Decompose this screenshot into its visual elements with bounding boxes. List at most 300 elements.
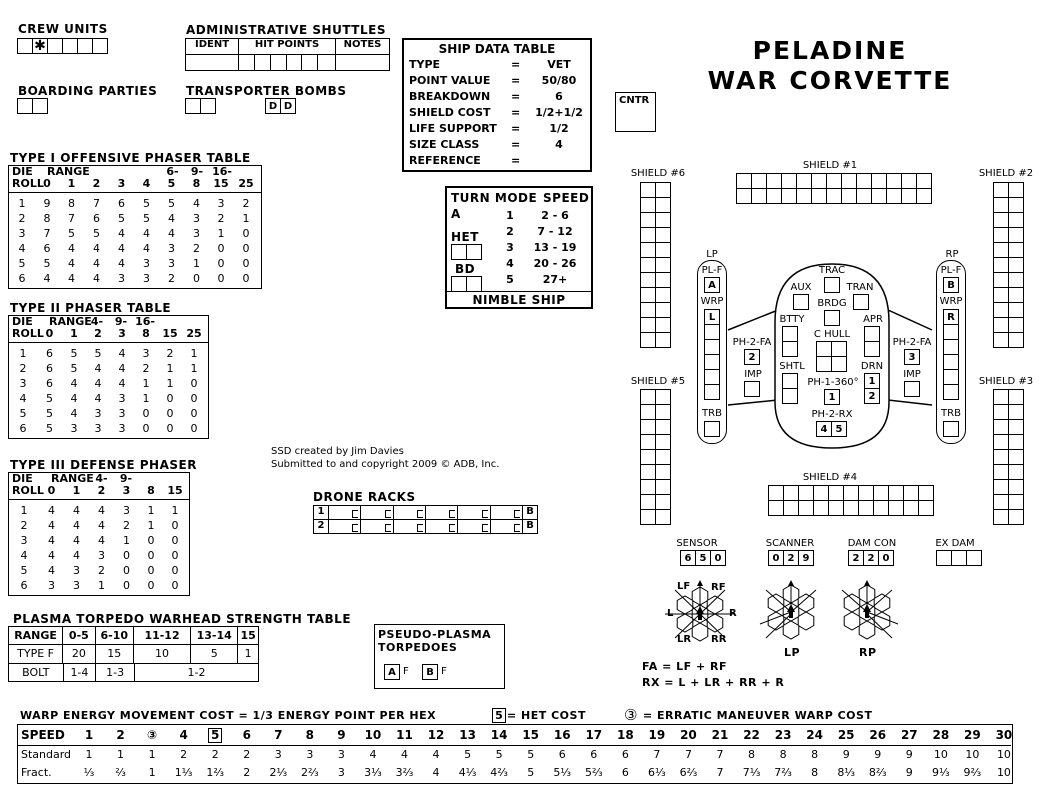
- shield1-box[interactable]: [796, 173, 812, 189]
- shield6-box[interactable]: [640, 332, 656, 348]
- shield1-box[interactable]: [841, 173, 857, 189]
- shield3-box[interactable]: [993, 419, 1009, 435]
- ph1-box[interactable]: 1: [824, 389, 840, 405]
- drone-slot[interactable]: [426, 520, 458, 533]
- damcon-track[interactable]: [848, 550, 893, 565]
- shield3-box[interactable]: [1008, 449, 1024, 465]
- scanner-track[interactable]: [768, 550, 813, 565]
- left-warp-box[interactable]: [704, 384, 720, 400]
- drone-slot[interactable]: [361, 506, 393, 519]
- shield2-box[interactable]: [1008, 182, 1024, 198]
- phaser-header: [9, 473, 189, 500]
- shield4-box[interactable]: [843, 500, 859, 516]
- shield1-box[interactable]: [826, 188, 842, 204]
- shield1-box[interactable]: [871, 188, 887, 204]
- shield1-box[interactable]: [856, 188, 872, 204]
- shield3-box[interactable]: [993, 434, 1009, 450]
- imp-left-box[interactable]: [744, 381, 760, 397]
- boarding-parties-track[interactable]: [17, 98, 47, 113]
- het-box[interactable]: [451, 244, 467, 260]
- shield4-box[interactable]: [798, 500, 814, 516]
- shield5-box[interactable]: [640, 464, 656, 480]
- turn-mode-row: [497, 256, 587, 272]
- shield2-box[interactable]: [1008, 257, 1024, 273]
- hp-cell[interactable]: [239, 55, 255, 70]
- shield6-box[interactable]: [655, 272, 671, 288]
- shield6-box[interactable]: [640, 212, 656, 228]
- phaser-cell: 3: [73, 564, 80, 577]
- shield2-box[interactable]: [993, 242, 1009, 258]
- shield1-box[interactable]: [901, 173, 917, 189]
- plf-right-label: PL-F: [940, 265, 962, 276]
- scanner-box[interactable]: 0: [768, 550, 784, 566]
- shield4-box[interactable]: [888, 485, 904, 501]
- warp-fract-cell: 8⅔: [868, 766, 887, 779]
- phaser-cell: 2: [123, 519, 130, 532]
- c-hull-box[interactable]: [816, 356, 832, 372]
- shield5-box[interactable]: [640, 404, 656, 420]
- ship-data-eq: =: [511, 122, 521, 135]
- shield3-box[interactable]: [1008, 509, 1024, 525]
- shield1-box[interactable]: [811, 188, 827, 204]
- scanner-box[interactable]: 2: [783, 550, 799, 566]
- shield1-box[interactable]: [871, 173, 887, 189]
- shield4-box[interactable]: [903, 500, 919, 516]
- shtl-label: SHTL: [779, 361, 805, 372]
- phaser-cell: 4: [48, 564, 55, 577]
- phaser-cell: 6: [18, 272, 26, 285]
- shield5-box[interactable]: [640, 419, 656, 435]
- trb-left-box[interactable]: [704, 421, 720, 437]
- shield6-box[interactable]: [640, 257, 656, 273]
- tb-d-box[interactable]: D: [280, 98, 296, 114]
- shield3-box[interactable]: [993, 509, 1009, 525]
- shield2-box[interactable]: [1008, 197, 1024, 213]
- ph2fa-left-box[interactable]: 2: [744, 349, 760, 365]
- turn-mode-value: 1: [506, 209, 514, 222]
- right-warp-box[interactable]: R: [943, 309, 959, 325]
- tb-box[interactable]: [185, 98, 201, 114]
- transporter-bombs-d-track[interactable]: [265, 98, 295, 113]
- speed-range: 7 - 12: [537, 225, 573, 238]
- shield1-box[interactable]: [916, 188, 932, 204]
- shield5-box[interactable]: [640, 389, 656, 405]
- sensor-box[interactable]: 0: [710, 550, 726, 566]
- shield2-box[interactable]: [993, 332, 1009, 348]
- sensor-box[interactable]: 6: [680, 550, 696, 566]
- shield4-box[interactable]: [888, 500, 904, 516]
- shield6-box[interactable]: [640, 242, 656, 258]
- phaser-cell: 0: [171, 519, 179, 532]
- shield6-box[interactable]: [640, 227, 656, 243]
- shield5-box[interactable]: [655, 479, 671, 495]
- crew-box[interactable]: [77, 38, 93, 54]
- shield1-box[interactable]: [796, 188, 812, 204]
- shield3-box[interactable]: [993, 404, 1009, 420]
- shield6-box[interactable]: [640, 197, 656, 213]
- shield5-box[interactable]: [655, 464, 671, 480]
- phaser-cell: 2: [193, 242, 200, 255]
- shield6-box[interactable]: [640, 287, 656, 303]
- sensor-track[interactable]: [680, 550, 725, 565]
- phaser-cell: 5: [70, 362, 78, 375]
- shield3-box[interactable]: [1008, 494, 1024, 510]
- crew-box[interactable]: [17, 38, 33, 54]
- exdam-box[interactable]: [936, 550, 952, 566]
- shield1-box[interactable]: [736, 173, 752, 189]
- phaser-cell: 4: [73, 534, 80, 547]
- shield6-box[interactable]: [655, 242, 671, 258]
- warp-speed-cell: 7: [274, 728, 283, 742]
- shield6-box[interactable]: [655, 287, 671, 303]
- shield1-box[interactable]: [751, 173, 767, 189]
- brdg-box[interactable]: [824, 310, 840, 326]
- trac-box[interactable]: [824, 277, 840, 293]
- shield2-box[interactable]: [993, 257, 1009, 273]
- drone-rack-2[interactable]: [313, 519, 538, 534]
- drone-slot[interactable]: [491, 506, 522, 519]
- shield2-box[interactable]: [993, 272, 1009, 288]
- right-warp-boxes[interactable]: [943, 309, 959, 399]
- shield4-box[interactable]: [918, 500, 934, 516]
- header-cell: 9-: [114, 315, 128, 328]
- hp-cell[interactable]: [302, 55, 318, 70]
- turn-mode-value: 2: [506, 225, 514, 238]
- shield3-box[interactable]: [993, 479, 1009, 495]
- drn-box-1[interactable]: 1: [864, 373, 880, 389]
- ship-data-row: [409, 73, 590, 89]
- title-line2: WAR CORVETTE: [707, 66, 953, 95]
- shield2-box[interactable]: [993, 182, 1009, 198]
- shield2-box[interactable]: [1008, 272, 1024, 288]
- shield4-box[interactable]: [798, 485, 814, 501]
- cntr-box[interactable]: [615, 92, 656, 132]
- scanner-box[interactable]: 9: [798, 550, 814, 566]
- drone-slot[interactable]: [329, 506, 361, 519]
- shield3-box[interactable]: [993, 464, 1009, 480]
- drone-slot[interactable]: [361, 520, 393, 533]
- shield5-box[interactable]: [655, 404, 671, 420]
- drone-slot[interactable]: [394, 520, 426, 533]
- shield1-box[interactable]: [751, 188, 767, 204]
- shield4-box[interactable]: [813, 485, 829, 501]
- shield2-box[interactable]: [993, 227, 1009, 243]
- exdam-box[interactable]: [951, 550, 967, 566]
- shield5-box[interactable]: [640, 479, 656, 495]
- ph2rx-box-5[interactable]: 5: [831, 421, 847, 437]
- shield1-box[interactable]: [826, 173, 842, 189]
- phaser-cell: 1: [20, 504, 28, 517]
- shield1-box[interactable]: [856, 173, 872, 189]
- imp-right-box[interactable]: [904, 381, 920, 397]
- damcon-box[interactable]: 2: [848, 550, 864, 566]
- shield4-box[interactable]: [828, 485, 844, 501]
- drone-slot[interactable]: [458, 506, 490, 519]
- bd-box[interactable]: [451, 276, 467, 292]
- c-hull-box[interactable]: [816, 341, 832, 357]
- drone-slot[interactable]: [458, 520, 490, 533]
- header-cell: 5: [167, 177, 176, 190]
- shield4-box[interactable]: [903, 485, 919, 501]
- shield5-box[interactable]: [655, 434, 671, 450]
- phaser-cell: 3: [94, 422, 102, 435]
- btty-label: BTTY: [779, 314, 805, 325]
- shield2-box[interactable]: [993, 317, 1009, 333]
- shield5-box[interactable]: [655, 389, 671, 405]
- drone-slot[interactable]: [491, 520, 522, 533]
- shield4-box[interactable]: [828, 500, 844, 516]
- shield3-box[interactable]: [993, 389, 1009, 405]
- shield6-box[interactable]: [655, 332, 671, 348]
- shield2-box[interactable]: [1008, 332, 1024, 348]
- apr-label: APR: [863, 314, 883, 325]
- shield1-box[interactable]: [781, 173, 797, 189]
- pp-b-box[interactable]: B: [422, 664, 438, 680]
- phaser-cell: 0: [242, 242, 250, 255]
- plasma-header-cell: 6-10: [96, 627, 134, 644]
- shield5-box[interactable]: [655, 509, 671, 525]
- imp-left-label: IMP: [744, 369, 762, 380]
- shield2-box[interactable]: [1008, 317, 1024, 333]
- warp-speed-cell: 20: [680, 728, 697, 742]
- btty-box[interactable]: [782, 326, 798, 342]
- right-warp-box[interactable]: [943, 384, 959, 400]
- admin-shuttles-table[interactable]: [185, 38, 390, 71]
- shield2-box[interactable]: [993, 302, 1009, 318]
- tran-box[interactable]: [853, 294, 869, 310]
- shield6-box[interactable]: [655, 227, 671, 243]
- c-hull-box[interactable]: [831, 341, 847, 357]
- shield5-box[interactable]: [640, 449, 656, 465]
- shtl-box[interactable]: [782, 373, 798, 389]
- shield6-box[interactable]: [655, 302, 671, 318]
- phaser-cell: 1: [19, 347, 27, 360]
- ph2fa-right-box[interactable]: 3: [904, 349, 920, 365]
- hp-cell[interactable]: [287, 55, 303, 70]
- shield2-box[interactable]: [1008, 227, 1024, 243]
- shield4-boxes[interactable]: [768, 485, 933, 515]
- pseudo-plasma-line1: PSEUDO-PLASMA: [378, 628, 492, 641]
- shield1-boxes[interactable]: [736, 173, 931, 203]
- shield3-box[interactable]: [993, 449, 1009, 465]
- shield3-box[interactable]: [1008, 434, 1024, 450]
- shield3-box[interactable]: [1008, 419, 1024, 435]
- shield3-boxes[interactable]: [993, 389, 1023, 524]
- shield6-box[interactable]: [655, 257, 671, 273]
- warp-standard-cell: 4: [432, 748, 440, 761]
- crew-box[interactable]: [62, 38, 78, 54]
- shield4-box[interactable]: [858, 500, 874, 516]
- left-warp-boxes[interactable]: [704, 309, 720, 399]
- btty-box[interactable]: [782, 341, 798, 357]
- apr-box[interactable]: [864, 341, 880, 357]
- warp-speed-cell: 6: [242, 728, 251, 742]
- header-cell: 25: [186, 327, 202, 340]
- shield4-box[interactable]: [768, 485, 784, 501]
- ident-cell[interactable]: [186, 55, 239, 70]
- phaser-cell: 4: [93, 257, 100, 270]
- shield3-box[interactable]: [1008, 404, 1024, 420]
- shield5-box[interactable]: [655, 449, 671, 465]
- phaser-cell: 4: [48, 519, 55, 532]
- shield4-box[interactable]: [918, 485, 934, 501]
- warp-fract-cell: 6⅓: [648, 766, 666, 779]
- tb-box[interactable]: [200, 98, 216, 114]
- shield2-box[interactable]: [1008, 212, 1024, 228]
- crew-box-marked[interactable]: ✱: [32, 38, 48, 54]
- bd-label: BD: [455, 262, 476, 276]
- drone-notch: [514, 524, 520, 532]
- trb-right-box[interactable]: [943, 421, 959, 437]
- ph2rx-box-4[interactable]: 4: [816, 421, 832, 437]
- left-warp-box[interactable]: L: [704, 309, 720, 325]
- right-warp-box[interactable]: [943, 354, 959, 370]
- shield6-box[interactable]: [655, 182, 671, 198]
- shield5-boxes[interactable]: [640, 389, 670, 524]
- shield1-box[interactable]: [736, 188, 752, 204]
- drone-slot[interactable]: [426, 506, 458, 519]
- phaser-cell: 0: [171, 579, 179, 592]
- shield5-box[interactable]: [655, 494, 671, 510]
- apr-box[interactable]: [864, 326, 880, 342]
- phaser-cell: 2: [217, 212, 225, 225]
- shtl-box[interactable]: [782, 388, 798, 404]
- right-warp-box[interactable]: [943, 339, 959, 355]
- shield1-box[interactable]: [886, 188, 902, 204]
- shield6-box[interactable]: [655, 317, 671, 333]
- sensor-box[interactable]: 5: [695, 550, 711, 566]
- shield1-box[interactable]: [766, 188, 782, 204]
- bd-boxes[interactable]: [451, 276, 481, 291]
- shield6-box[interactable]: [640, 182, 656, 198]
- bp-box[interactable]: [17, 98, 33, 114]
- shield4-box[interactable]: [873, 500, 889, 516]
- shield2-box[interactable]: [993, 287, 1009, 303]
- left-warp-box[interactable]: [704, 369, 720, 385]
- warp-standard-cell: 10: [996, 748, 1011, 761]
- phaser-cell: 3: [142, 347, 150, 360]
- warp-speed-cell: 9: [337, 728, 346, 742]
- c-hull-box[interactable]: [831, 356, 847, 372]
- damcon-box[interactable]: 2: [863, 550, 879, 566]
- shield4-box[interactable]: [783, 500, 799, 516]
- shield6-box[interactable]: [655, 197, 671, 213]
- right-warp-box[interactable]: [943, 324, 959, 340]
- shield6-box[interactable]: [640, 317, 656, 333]
- crew-box[interactable]: [47, 38, 63, 54]
- shield4-box[interactable]: [783, 485, 799, 501]
- tb-d-box[interactable]: D: [265, 98, 281, 114]
- phaser-cell: 5: [18, 257, 26, 270]
- shield1-box[interactable]: [841, 188, 857, 204]
- right-warp-box[interactable]: [943, 369, 959, 385]
- shield5-box[interactable]: [655, 419, 671, 435]
- shield2-box[interactable]: [993, 197, 1009, 213]
- shield4-box[interactable]: [858, 485, 874, 501]
- shield5-box[interactable]: [640, 509, 656, 525]
- shield6-box[interactable]: [640, 272, 656, 288]
- drone-rack-1[interactable]: [313, 505, 538, 520]
- bd-box[interactable]: [466, 276, 482, 292]
- drn-box-2[interactable]: 2: [864, 388, 880, 404]
- shield2-box[interactable]: [993, 212, 1009, 228]
- warp-speed-cell: 23: [774, 728, 792, 742]
- shield6-box[interactable]: [640, 302, 656, 318]
- shield3-box[interactable]: [1008, 479, 1024, 495]
- warp-fract-cell: 9⅓: [932, 766, 950, 779]
- notes-cell[interactable]: [336, 55, 389, 70]
- phaser-cell: 0: [147, 534, 155, 547]
- phaser-cell: 4: [48, 534, 55, 547]
- drone-notch: [449, 510, 455, 518]
- hp-cell[interactable]: [255, 55, 271, 70]
- left-warp-box[interactable]: [704, 339, 720, 355]
- phaser-row: [9, 361, 208, 376]
- plf-a-box[interactable]: A: [704, 277, 720, 293]
- c-hull-boxes[interactable]: [816, 341, 846, 371]
- het-boxes[interactable]: [451, 244, 481, 259]
- shield4-box[interactable]: [843, 485, 859, 501]
- crew-units-track[interactable]: [17, 38, 107, 53]
- hp-cell[interactable]: [318, 55, 336, 70]
- shield3-box[interactable]: [1008, 389, 1024, 405]
- left-warp-box[interactable]: [704, 354, 720, 370]
- shield3-box[interactable]: [993, 494, 1009, 510]
- shield6-boxes[interactable]: [640, 182, 670, 347]
- shield1-box[interactable]: [901, 188, 917, 204]
- exdam-track[interactable]: [936, 550, 981, 565]
- arc-lr: LR: [677, 634, 692, 645]
- shield1-box[interactable]: [766, 173, 782, 189]
- shield4-box[interactable]: [873, 485, 889, 501]
- drone-slot[interactable]: [394, 506, 426, 519]
- shield2-box[interactable]: [1008, 242, 1024, 258]
- phaser-cell: 2: [18, 212, 26, 225]
- shield4-box[interactable]: [768, 500, 784, 516]
- bp-box[interactable]: [32, 98, 48, 114]
- crew-box[interactable]: [92, 38, 108, 54]
- shield1-box[interactable]: [916, 173, 932, 189]
- pp-a-box[interactable]: A: [384, 664, 400, 680]
- shield1-box[interactable]: [886, 173, 902, 189]
- phaser-cell: 0: [166, 392, 174, 405]
- shield3-box[interactable]: [1008, 464, 1024, 480]
- aux-label: AUX: [790, 282, 812, 293]
- shield5-box[interactable]: [640, 494, 656, 510]
- transporter-bombs-track[interactable]: [185, 98, 215, 113]
- shield1-box[interactable]: [781, 188, 797, 204]
- left-warp-box[interactable]: [704, 324, 720, 340]
- aux-box[interactable]: [793, 294, 809, 310]
- drone-slot[interactable]: [329, 520, 361, 533]
- shield4-box[interactable]: [813, 500, 829, 516]
- damcon-box[interactable]: 0: [878, 550, 894, 566]
- phaser-cell: 0: [147, 579, 155, 592]
- shield2-box[interactable]: [1008, 287, 1024, 303]
- shield6-box[interactable]: [655, 212, 671, 228]
- shield1-box[interactable]: [811, 173, 827, 189]
- drn-label: DRN: [860, 361, 884, 372]
- pp-b-type: F: [441, 666, 447, 677]
- shield5-box[interactable]: [640, 434, 656, 450]
- drone-notch: [417, 510, 423, 518]
- het-box[interactable]: [466, 244, 482, 260]
- plf-b-box[interactable]: B: [943, 277, 959, 293]
- shield2-boxes[interactable]: [993, 182, 1023, 347]
- shield2-box[interactable]: [1008, 302, 1024, 318]
- exdam-box[interactable]: [966, 550, 982, 566]
- hp-cell[interactable]: [271, 55, 287, 70]
